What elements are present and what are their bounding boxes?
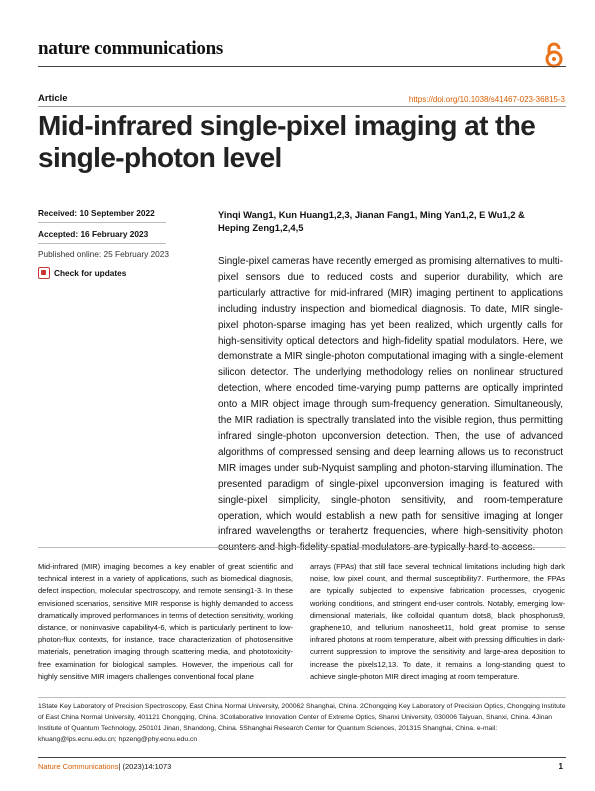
accepted-date (38, 229, 148, 239)
affiliations: 1State Key Laboratory of Precision Spectroscopy, East China Normal University, 200062 Shanghai, China. 2Chongqing Key Laboratory of Precision Optics, Chongqing Institute of East China Normal University, 401121 Chongqing, China. 3Collaborative Innovation Center of Extreme Optics, Shanxi University, 030006 Taiyuan, Shanxi, China. 4Jinan Institute of Quantum Technology, 250101 Jinan, Shandong, China. 5Shanghai Research Center for Quantum Sciences, 201315 Shanghai, China. e-mail: khuang@lps.ecnu.edu.cn; hpzeng@phy.ecnu.edu.cn (38, 703, 566, 743)
article-title: Mid-infrared single-pixel imaging at the single-photon level (38, 110, 536, 173)
meta-divider (38, 222, 166, 223)
journal-name: nature communications (38, 38, 223, 59)
footer-journal: Nature Communications (38, 762, 119, 771)
abstract: Single-pixel cameras have recently emerged as promising alternatives to multi-pixel sensors due to reduced costs and superior durability, which are particularly attractive for mid-infrared (MIR) imaging pertinent to applications including industry inspection and biomedical diagnosis. To date, MIR single-pixel photon-sparse imaging has yet been realized, which urgently calls for high-sensitivity optical detectors and high-fidelity spatial modulators. Here, we demonstrate a MIR single-photon computational imaging with a single-element silicon detector. The underlying methodology relies on nonlinear structured detection, where encoded time-varying pump patterns are optically imprinted onto a MIR object image through sum-frequency generation. Simultaneously, the MIR radiation is spectrally translated into the visible region, thus permitting infrared single-photon upconversion detection. Then, the use of advanced algorithms of compressed sensing and deep learning allows us to reconstruct MIR images under sub-Nyquist sampling and photon-starving illumination. The presented paradigm of single-pixel upconversion imaging is featured with single-pixel simplicity, single-photon sensitivity, and room-temperature operation, which would establish a new path for sensitive imaging at longer infrared wavelengths or terahertz frequencies, where high-sensitivity photon (218, 256, 563, 538)
check-updates-icon (38, 267, 50, 279)
received-value: 10 September 2022 (79, 208, 155, 218)
check-updates-button[interactable] (38, 267, 126, 279)
footer-citation (38, 762, 171, 771)
open-access-lock-icon (543, 42, 565, 68)
body-column-left: Mid-infrared (MIR) imaging becomes a key enabler of great scientific and technical interest in a variety of applications, such as biomedical diagnosis, defect inspection, molecular spectroscopy, and remote sensing1-3. In these envisioned scenarios, sensitive MIR response is highly demanded to access dramatically improved performances in terms of detection sensitivity, working distance, or noninvasive capability4-6, which is particularly pertinent to low-photon-flux contexts, for instance, trace characterization of photosensitive materials, penetration imaging through scattering media, and phototoxicity-free examination for biological samples. However, the imperious call for highly sensitive MIR imagers challenges conventional focal plane (38, 562, 293, 681)
author-list: Yinqi Wang1, Kun Huang1,2,3, Jianan Fang1, Ming Yan1,2, E Wu1,2 & Heping Zeng1,2,4,5 (218, 209, 525, 233)
title-rule (38, 106, 566, 107)
check-updates-label: Check for updates (54, 268, 127, 278)
received-date (38, 208, 155, 218)
footer-rule (38, 757, 566, 758)
meta-divider (38, 243, 166, 244)
accepted-label: Accepted: (38, 229, 79, 239)
section-rule (38, 547, 566, 548)
published-date: Published online: 25 February 2023 (38, 249, 169, 259)
header-rule (38, 66, 566, 67)
body-column-right: arrays (FPAs) that still face several technical limitations including high dark noise, low pixel count, and thermal susceptibility7. Furthermore, the FPAs are typically subjected to expensive fabrication processes, cryogenic working conditions, and stringent end-user controls. Notably, emerging low-dimensional materials, like colloidal quantum dots8, black phosphorus9, graphene10, and tellurium nanosheet11, hold great promise to sense infrared photons at room temperature, albeit with pressing difficulties in dark-current suppression to improve the sensitivity and large-area deposition to increase the pixels12,13. To date, it remains a long-standing quest to achieve single-photon MIR direct imaging at room temperature. (310, 562, 565, 681)
doi-link[interactable]: https://doi.org/10.1038/s41467-023-36815-3 (408, 95, 565, 104)
accepted-value: 16 February 2023 (80, 229, 149, 239)
page-number: 1 (558, 762, 563, 771)
affiliation-rule (38, 697, 566, 698)
article-type: Article (38, 93, 68, 104)
received-label: Received: (38, 208, 78, 218)
footer-volume: | (2023)14:1073 (118, 762, 172, 771)
